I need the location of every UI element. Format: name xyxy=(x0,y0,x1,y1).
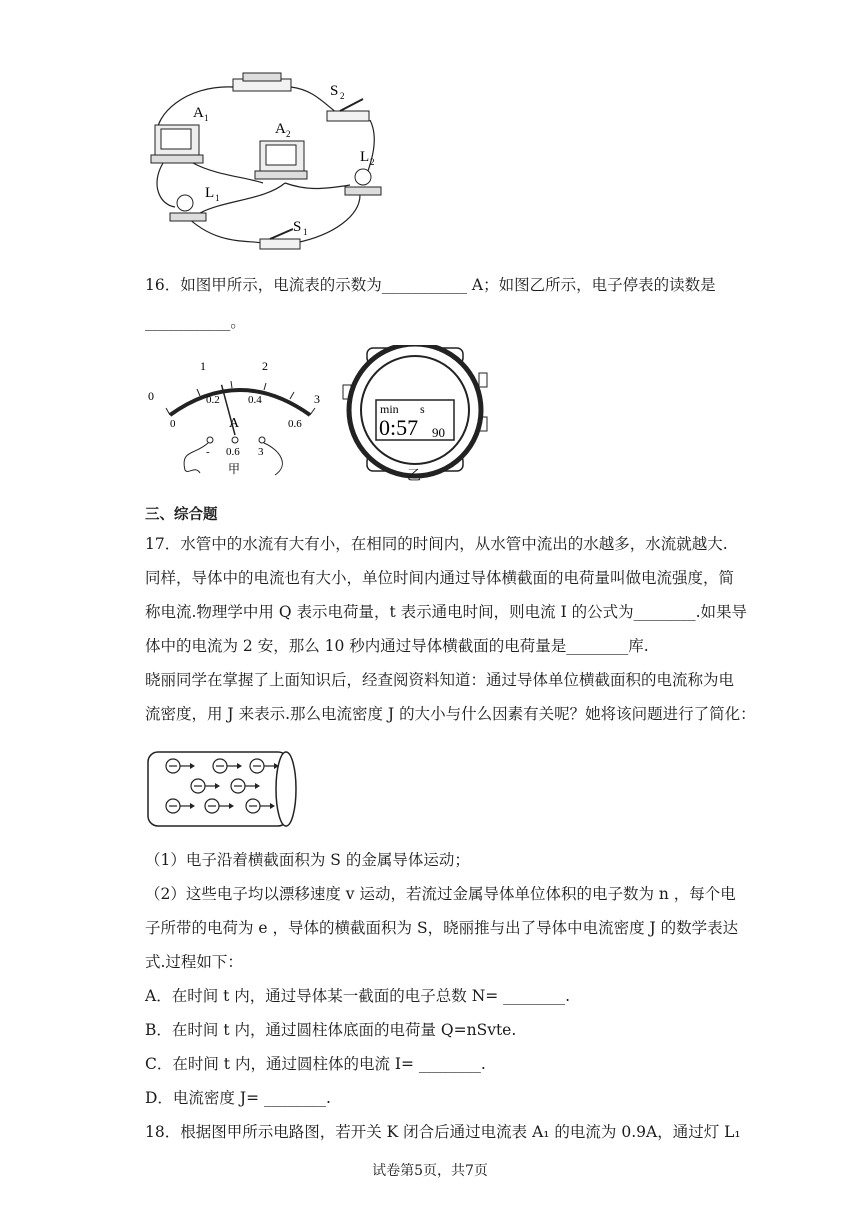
q17-item-d: D．电流密度 J= ________. xyxy=(145,1089,331,1107)
label-s1: S xyxy=(293,219,302,235)
q18-line: 18．根据图甲所示电路图，若开关 K 闭合后通过电流表 A₁ 的电流为 0.9A，通过灯 L₁ xyxy=(145,1123,741,1141)
tick-top-2: 2 xyxy=(262,359,268,373)
q16-line2: ___________。 xyxy=(145,313,246,331)
q17-line: 晓丽同学在掌握了上面知识后，经查阅资料知道：通过导体单位横截面积的电流称为电 xyxy=(145,671,735,689)
label-l2-sub: 2 xyxy=(370,157,375,167)
stopwatch-unit-min: min xyxy=(380,402,399,416)
terminal-neg: - xyxy=(206,446,210,458)
q17-item-a: A．在时间 t 内，通过导体某一截面的电子总数 N= ________. xyxy=(145,987,571,1005)
tick-top-0: 0 xyxy=(148,389,154,403)
q16-line1: 16．如图甲所示，电流表的示数为___________ A；如图乙所示，电子停表的读数是 xyxy=(145,276,716,294)
stopwatch-unit-s: s xyxy=(420,402,425,416)
page-footer: 试卷第5页，共7页 xyxy=(372,1163,488,1179)
q17-step2-line: （2）这些电子均以漂移速度 v 运动，若流过金属导体单位体积的电子数为 n ，每个电 xyxy=(145,885,736,903)
q17-step1: （1）电子沿着横截面积为 S 的金属导体运动； xyxy=(145,851,470,869)
label-a2: A xyxy=(275,121,286,137)
tick-bottom-0: 0 xyxy=(170,418,176,430)
label-l1-sub: 1 xyxy=(215,193,220,203)
q17-item-b: B．在时间 t 内，通过圆柱体底面的电荷量 Q=nSvte. xyxy=(145,1021,517,1039)
q17-step2-line: 式.过程如下： xyxy=(145,953,243,971)
label-a1-sub: 1 xyxy=(204,113,209,123)
tick-bottom-3: 0.6 xyxy=(288,418,302,430)
q17-step2-line: 子所带的电荷为 e ，导体的横截面积为 S，晓丽推与出了导体中电流密度 J 的数学表达 xyxy=(145,919,739,937)
terminal-3: 3 xyxy=(258,446,264,458)
terminal-06: 0.6 xyxy=(226,446,240,458)
q17-line: 流密度，用 J 来表示.那么电流密度 J 的大小与什么因素有关呢？她将该问题进行了简化： xyxy=(145,705,756,723)
tick-top-3: 3 xyxy=(314,392,320,406)
q17-line: 称电流.物理学中用 Q 表示电荷量，t 表示通电时间，则电流 I 的公式为________.如果导 xyxy=(145,603,748,621)
label-a1: A xyxy=(193,105,204,121)
conductor-diagram xyxy=(140,748,300,832)
label-s2-sub: 2 xyxy=(340,91,345,101)
q17-line: 同样，导体中的电流也有大小，单位时间内通过导体横截面的电荷量叫做电流强度，简 xyxy=(145,569,735,587)
label-l2: L xyxy=(360,149,370,165)
stopwatch-caption: 乙 xyxy=(407,468,421,484)
ammeter-unit: A xyxy=(229,416,240,431)
tick-top-1: 1 xyxy=(200,359,206,373)
label-s2: S xyxy=(330,83,339,99)
section-title: 三、综合题 xyxy=(145,507,218,523)
q17-item-c: C．在时间 t 内，通过圆柱体的电流 I= ________. xyxy=(145,1055,486,1073)
ammeter-caption: 甲 xyxy=(228,462,241,476)
stopwatch-figure xyxy=(340,345,490,485)
circuit-diagram xyxy=(145,65,395,265)
stopwatch-hundredths: 90 xyxy=(432,425,445,440)
tick-bottom-2: 0.4 xyxy=(248,394,262,406)
stopwatch-time: 0:57 xyxy=(379,415,419,440)
ammeter-figure xyxy=(140,355,340,485)
tick-bottom-1: 0.2 xyxy=(206,394,220,406)
q17-line: 体中的电流为 2 安，那么 10 秒内通过导体横截面的电荷量是________库. xyxy=(145,637,649,655)
label-l1: L xyxy=(205,185,215,201)
label-s1-sub: 1 xyxy=(303,227,308,237)
q17-line: 17．水管中的水流有大有小，在相同的时间内，从水管中流出的水越多，水流就越大. xyxy=(145,535,728,553)
label-a2-sub: 2 xyxy=(286,129,291,139)
